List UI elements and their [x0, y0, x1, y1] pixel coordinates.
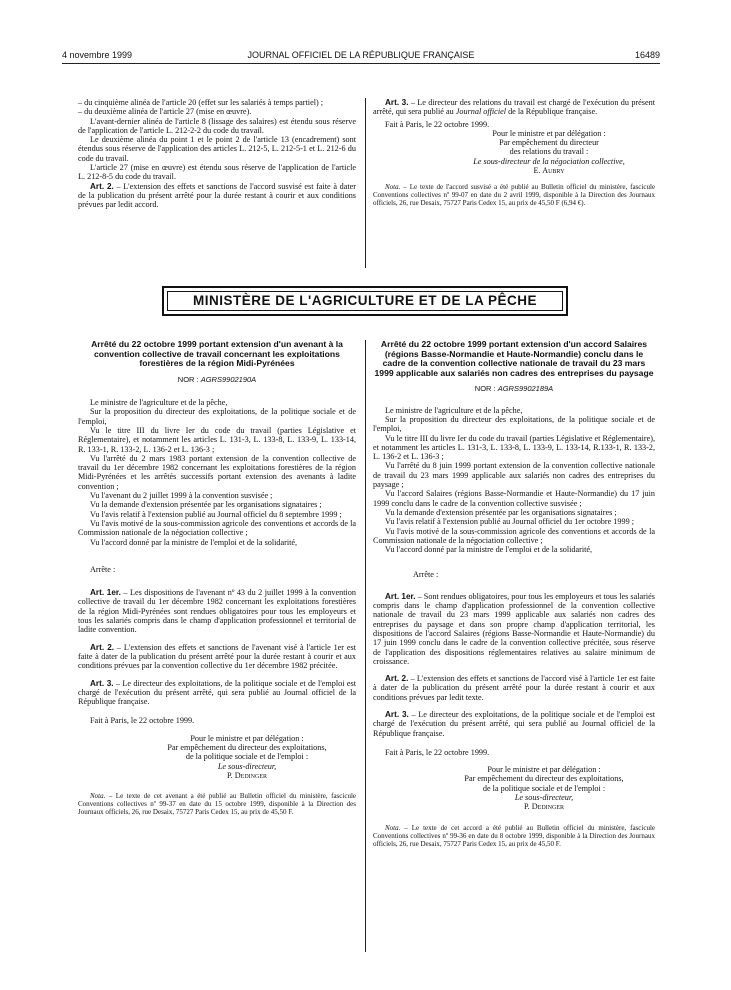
place-date: Fait à Paris, le 22 octobre 1999. — [90, 716, 195, 726]
nor-label: NOR : — [474, 384, 498, 394]
article-label: Art. 1er. — [90, 588, 121, 598]
article-text: de la République française. — [506, 107, 598, 117]
nor-code: AGRS9902190A — [200, 374, 257, 384]
signatory-name: P. Dedinger — [524, 802, 564, 812]
signature-line: Par empêchement du directeur — [499, 138, 599, 148]
signatory-name: E. Aubry — [533, 166, 565, 176]
column-divider — [365, 340, 366, 952]
place-date: Fait à Paris, le 22 octobre 1999. — [385, 119, 490, 129]
visa-paragraph: Vu l'avenant du 2 juillet 1999 à la convention susvisée ; — [90, 491, 273, 501]
visa-paragraph: Vu la demande d'extension présentée par les organisations signataires ; — [90, 500, 322, 510]
arrete-title: Arrêté du 22 octobre 1999 portant extension d'un accord Salaires (régions Basse-Normandie et Haute-Normandie) conclu dans le cadre de la convention collective nationale de travail du 23 mars 1999 applicable aux salariés non cadres des entreprises du paysage — [374, 339, 654, 378]
visa-paragraph: Vu l'accord donné par la ministre de l'emploi et de la solidarité, — [385, 545, 593, 555]
article-text: – Sont rendues obligatoires, pour tous les employeurs et tous les salariés compris dans le champ d'application professionnel de la convention collective nationale de travail du 23 mars 1999 applicable aux salariés non cadres des entreprises du paysage et dans son propre champ d'application territorial, les dispositions de l'accord Salaires (régions Basse-Normandie et Haute-Normandie) du 17 juin 1999 conclu dans le cadre de la convention collective précitée, sous réserve de l'application des dispositions réglementaires relatives au salaire minimum de croissance. — [373, 591, 655, 666]
visa-paragraph: Sur la proposition du directeur des exploitations, de la politique sociale et de l'emploi, — [78, 407, 356, 426]
article-1 — [373, 592, 655, 666]
nor-reference — [373, 384, 655, 393]
article-text: – Le directeur des exploitations, de la politique sociale et de l'emploi est chargé de l'exécution du présent arrêté, qui sera publié au Journal officiel de la République française. — [373, 709, 655, 738]
signature-line: Par empêchement du directeur des exploitations, — [464, 774, 624, 784]
visa-paragraph: Vu l'accord Salaires (régions Basse-Normandie et Haute-Normandie) du 17 juin 1999 conclu dans le cadre de la convention collective susvisée ; — [373, 489, 655, 508]
journal-name: Journal officiel — [455, 107, 507, 117]
nota-text: – Le texte de cet avenant a été publié au Bulletin officiel du ministère, fascicule Conventions collectives nº 99-37 en date du 15 octobre 1999, disponible à la Direction des Journaux officiels, 26, rue Desaix, 75727 Paris Cedex 15, au prix de 45,50 F. — [78, 792, 356, 817]
visa-paragraph: Vu l'avis relatif à l'extension publié au Journal officiel du 1er octobre 1999 ; — [385, 517, 634, 527]
article-text: – L'extension des effets et sanctions de l'accord susvisé est faite à dater de la publication du présent arrêté pour la durée restant à courir et aux conditions prévues par ledit accord. — [78, 181, 356, 210]
header-page-number: 16489 — [634, 50, 660, 60]
nota-text: – Le texte de l'accord susvisé a été publié au Bulletin officiel du ministère, fascicule Conventions collectives nº 99-07 en date du 2 avril 1999, disponible à la Direction des Journaux officiels, 26, rue Desaix, 75727 Paris Cedex 15, au prix de 45,50 F (6,94 €). — [373, 183, 655, 208]
text-line: – du deuxième alinéa de l'article 27 (mise en œuvre). — [78, 107, 252, 117]
article-text: – Le directeur des exploitations, de la politique sociale et de l'emploi est chargé de l'exécution du présent arrêté, qui sera publié au Journal officiel de la République française. — [78, 678, 356, 707]
column-divider — [365, 98, 366, 268]
top-right-column — [373, 98, 655, 207]
arrete-word: Arrête : — [90, 564, 116, 574]
signature-line: Pour le ministre et par délégation : — [190, 733, 304, 743]
left-arrete-column — [78, 340, 356, 816]
signature-line: Pour le ministre et par délégation : — [487, 765, 601, 775]
signature-line: de la politique sociale et de l'emploi : — [185, 752, 309, 762]
visa-paragraph: Vu l'arrêté du 2 mars 1983 portant extension de la convention collective de travail du 1er décembre 1982 concernant les exploitations forestières de la région Midi-Pyrénées et les arrêtés successifs portant extension des avenants à ladite convention ; — [78, 453, 356, 491]
signature-line: des relations du travail : — [509, 147, 589, 157]
visa-paragraph: Vu l'avis relatif à l'extension publié au Journal officiel du 8 septembre 1999 ; — [90, 509, 342, 519]
article-label: Art. 2. — [90, 642, 115, 652]
text-line: Le deuxième alinéa du point 1 et le point 2 de l'article 13 (encadrement) sont étendus sous réserve de l'application des articles L. 212-5, L. 212-5-1 et L. 212-6 du code du travail. — [78, 135, 356, 163]
signatory-name: P. Dedinger — [227, 770, 267, 780]
ministry-heading-box — [162, 286, 568, 316]
nor-label: NOR : — [177, 374, 201, 384]
article-1 — [78, 588, 356, 634]
article-2 — [78, 182, 356, 210]
visa-paragraph: Vu le titre III du livre Ier du code du travail (parties Législative et Réglementaire), et notamment les articles L. 131-3, L. 133-8, L. 133-9, L. 133-14, R. 133-1, R. 133-2, L. 136-2 et L. 136-3 ; — [78, 425, 356, 454]
article-3 — [373, 98, 655, 117]
visa-paragraph: Vu la demande d'extension présentée par les organisations signataires ; — [385, 507, 617, 517]
header-journal-title: JOURNAL OFFICIEL DE LA RÉPUBLIQUE FRANÇAISE — [247, 50, 475, 60]
nota-text: – Le texte de cet accord a été publié au Bulletin officiel du ministère, fascicule Conventions collectives nº 99-36 en date du 8 octobre 1999, disponible à la Direction des Journaux officiels, 26, rue Desaix, 75727 Paris Cedex 15, au prix de 45,50 F. — [373, 823, 655, 848]
text-line: L'avant-dernier alinéa de l'article 8 (lissage des salaires) est étendu sous réserve de l'application de l'article L. 212-2-2 du code du travail. — [78, 116, 356, 135]
visa-paragraph: Vu l'accord donné par la ministre de l'emploi et de la solidarité, — [90, 537, 298, 547]
signature-title: Le sous-directeur, — [514, 793, 574, 803]
top-left-column — [78, 98, 356, 210]
article-2 — [373, 674, 655, 702]
header-date: 4 novembre 1999 — [62, 50, 133, 60]
nor-reference — [78, 375, 356, 384]
article-3 — [78, 679, 356, 707]
nota — [373, 824, 655, 848]
visa-paragraph: Vu le titre III du livre Ier du code du travail (parties Législative et Réglementaire), et notamment les articles L. 131-3, L. 133-8, L. 133-9, L. 133-14, R.133-1, R. 133-2, L. 136-2 et L. 136-3 ; — [373, 433, 655, 462]
nota — [78, 792, 356, 816]
article-text: – L'extension des effets et sanctions de l'avenant visé à l'article 1er est faite à dater de la publication du présent arrêté pour la durée restant à courir et aux conditions prévues par la convention collective du 1er décembre 1982 précitée. — [78, 642, 356, 671]
nota-label: Nota. — [385, 183, 401, 192]
article-text: – Les dispositions de l'avenant nº 43 du 2 juillet 1999 à la convention collective de travail du 1er décembre 1982 concernant les exploitations forestières de la région Midi-Pyrénées sont rendues obligatoires pour tous les employeurs et tous les salariés compris dans le champ d'application professionnel et territorial de ladite convention. — [78, 588, 356, 635]
nota-label: Nota. — [385, 823, 401, 832]
article-text: – L'extension des effets et sanctions de l'accord visé à l'article 1er est faite à dater de la publication du présent arrêté pour la durée restant à courir et aux conditions prévues par ledit texte. — [373, 674, 655, 702]
nor-code: AGRS9902189A — [497, 384, 554, 394]
signature-line: Par empêchement du directeur des exploitations, — [167, 742, 327, 752]
right-arrete-column — [373, 340, 655, 848]
text-line: L'article 27 (mise en œuvre) est étendu sous réserve de l'application de l'article L. 212-8-5 du code du travail. — [78, 163, 356, 182]
arrete-word: Arrête : — [413, 570, 439, 580]
visa-paragraph: Vu l'arrêté du 8 juin 1999 portant extension de la convention collective nationale de travail du 23 mars 1999 applicable aux salariés non cadres des entreprises du paysage ; — [373, 461, 655, 490]
visa-paragraph: Sur la proposition du directeur des exploitations, de la politique sociale et de l'emploi, — [373, 414, 655, 434]
article-label: Art. 3. — [90, 678, 114, 688]
signature-line: de la politique sociale et de l'emploi : — [482, 783, 606, 793]
article-label: Art. 3. — [385, 709, 409, 719]
article-3 — [373, 710, 655, 738]
signature-title: Le sous-directeur de la négociation collective, — [473, 156, 625, 166]
visa-paragraph: Le ministre de l'agriculture et de la pêche, — [90, 398, 228, 408]
visa-paragraph: Le ministre de l'agriculture et de la pêche, — [385, 405, 523, 415]
article-label: Art. 2. — [90, 181, 114, 191]
article-text: – Le directeur des relations du travail est chargé de l'exécution du présent arrêté, qui sera publié au — [373, 98, 655, 117]
article-label: Art. 1er. — [385, 591, 416, 601]
signature-block — [138, 734, 356, 780]
signature-line: Pour le ministre et par délégation : — [492, 128, 606, 138]
place-date: Fait à Paris, le 22 octobre 1999. — [385, 747, 490, 757]
visa-paragraph: Vu l'avis motivé de la sous-commission agricole des conventions et accords de la Commission nationale de la négociation collective ; — [373, 526, 655, 545]
nota-label: Nota. — [90, 792, 106, 801]
header-rule — [62, 63, 660, 64]
article-label: Art. 3. — [385, 98, 409, 107]
ministry-heading: MINISTÈRE DE L'AGRICULTURE ET DE LA PÊCHE — [193, 293, 537, 308]
text-line: – du cinquième alinéa de l'article 20 (effet sur les salariés à temps partiel) ; — [78, 98, 324, 107]
article-2 — [78, 643, 356, 671]
nota — [373, 183, 655, 207]
visa-paragraph: Vu l'avis motivé de la sous-commission agricole des conventions et accords de la Commission nationale de la négociation collective ; — [78, 518, 356, 538]
arrete-title: Arrêté du 22 octobre 1999 portant extension d'un avenant à la convention collective de travail concernant les exploitations forestières de la région Midi-Pyrénées — [91, 339, 343, 369]
article-label: Art. 2. — [385, 674, 409, 684]
signature-title: Le sous-directeur, — [217, 761, 277, 771]
signature-block — [443, 129, 655, 175]
signature-block — [433, 765, 655, 811]
